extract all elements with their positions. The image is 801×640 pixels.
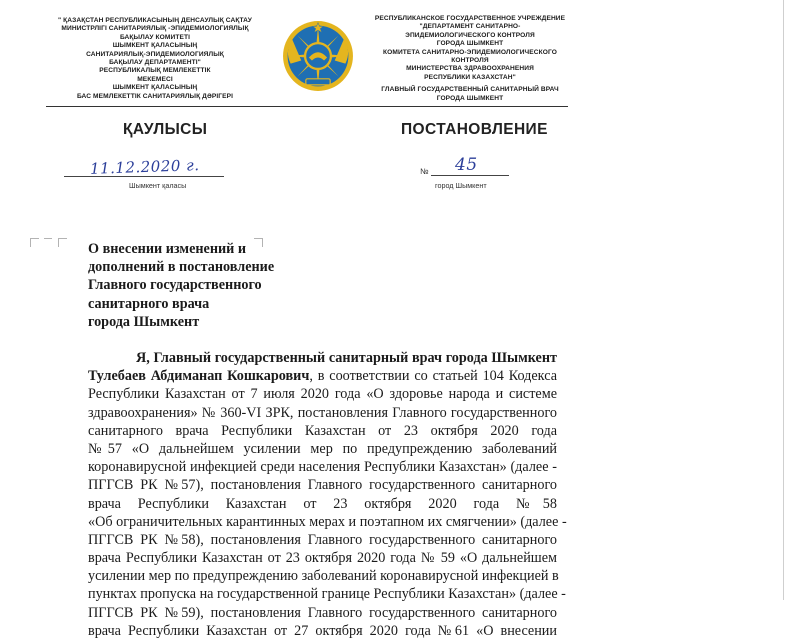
state-emblem-icon bbox=[280, 18, 356, 94]
body-line: ПГГСВ РК №57), постановления Главного государственного санитарного bbox=[88, 477, 557, 494]
header-line: ШЫМКЕНТ ҚАЛАСЫНЫҢ bbox=[112, 42, 198, 50]
header-line: БАС МЕМЛЕКЕТТІК САНИТАРИЯЛЫҚ ДӘРІГЕРІ bbox=[76, 92, 234, 100]
header-line: БАҚЫЛАУ КОМИТЕТІ bbox=[119, 33, 191, 41]
page-margin-strip bbox=[783, 0, 801, 600]
header-line: БАҚЫЛАУ ДЕПАРТАМЕНТІ" bbox=[109, 59, 201, 67]
subject-line: дополнений в постановление bbox=[88, 259, 275, 276]
header-line: МЕКЕМЕСІ bbox=[137, 75, 173, 83]
corner-mark bbox=[44, 238, 52, 247]
document-title-russian: ПОСТАНОВЛЕНИЕ bbox=[401, 121, 548, 138]
body-line: коронавирусной инфекцией среди населения Республики Казахстан» (далее - bbox=[88, 459, 557, 476]
header-line: КОНТРОЛЯ bbox=[451, 57, 489, 65]
handwritten-date: 11.12.2020 г. bbox=[89, 156, 200, 178]
number-underline bbox=[431, 175, 509, 176]
header-line: МИНИСТЕРСТВА ЗДРАВООХРАНЕНИЯ bbox=[406, 65, 534, 73]
subject-line: санитарного врача bbox=[88, 295, 210, 312]
subject-line: О внесении изменений и bbox=[88, 241, 247, 257]
header-line: КОМИТЕТА САНИТАРНО-ЭПИДЕМИОЛОГИЧЕСКОГО bbox=[383, 48, 557, 56]
body-line: Я, Главный государственный санитарный врач города Шымкент bbox=[136, 350, 557, 366]
header-line: ШЫМКЕНТ ҚАЛАСЫНЫҢ bbox=[112, 84, 198, 92]
document-body bbox=[88, 349, 567, 640]
body-line-tail: , в соответствии со статьей 104 Кодекса bbox=[309, 368, 557, 385]
header-divider bbox=[46, 106, 568, 107]
handwritten-number: 45 bbox=[455, 155, 478, 175]
header-line: ЭПИДЕМИОЛОГИЧЕСКОГО КОНТРОЛЯ bbox=[405, 31, 535, 39]
subject-line: города Шымкент bbox=[88, 313, 200, 330]
body-line: здравоохранения» № 360-VI ЗРК, постановления Главного государственного bbox=[88, 404, 557, 421]
header-line: РЕСПУБЛИКАНСКОЕ ГОСУДАРСТВЕННОЕ УЧРЕЖДЕНИЕ bbox=[374, 15, 566, 22]
body-line: №57 «О дальнейшем усилении мер по предупреждению заболеваний bbox=[88, 440, 557, 457]
corner-mark bbox=[58, 238, 67, 247]
body-line: Республики Казахстан от 7 июля 2020 года «О здоровье народа и системе bbox=[88, 386, 557, 403]
header-line: ГОРОДА ШЫМКЕНТ bbox=[436, 40, 504, 48]
header-line: МИНИСТРЛІГІ САНИТАРИЯЛЫҚ -ЭПИДЕМИОЛОГИЯЛЫҚ bbox=[61, 25, 249, 33]
document-subject bbox=[88, 240, 288, 331]
header-line: ГОРОДА ШЫМКЕНТ bbox=[436, 94, 504, 102]
header-kazakh-block bbox=[55, 17, 255, 101]
body-line: врача Республики Казахстан от 23 октября 2020 года №58 bbox=[88, 495, 557, 512]
signatory-name: Тулебаев Абдиманап Кошкарович bbox=[88, 368, 310, 385]
date-underline bbox=[64, 176, 224, 177]
subject-line: Главного государственного bbox=[88, 277, 262, 294]
document-title-kazakh: ҚАУЛЫСЫ bbox=[123, 121, 208, 138]
header-line: ГЛАВНЫЙ ГОСУДАРСТВЕННЫЙ САНИТАРНЫЙ ВРАЧ bbox=[381, 86, 559, 94]
header-line: САНИТАРИЯЛЫҚ-ЭПИДЕМИОЛОГИЯЛЫҚ bbox=[86, 50, 224, 58]
header-line: РЕСПУБЛИКАЛЫҚ МЕМЛЕКЕТТІК bbox=[99, 67, 211, 75]
body-line: «Об ограничительных карантинных мерах и поэтапном их смягчении» (далее - bbox=[88, 513, 567, 530]
header-russian-block bbox=[360, 15, 580, 103]
body-line: врача Республики Казахстан от 27 октября 2020 года №61 «О внесении bbox=[88, 622, 557, 639]
header-line: РЕСПУБЛИКИ КАЗАХСТАН" bbox=[424, 73, 516, 81]
body-line: пунктах пропуска на государственной границе Республики Казахстан» (далее - bbox=[88, 586, 566, 603]
body-line bbox=[88, 367, 557, 385]
date-city-label: Шымкент қаласы bbox=[129, 181, 187, 190]
corner-mark bbox=[30, 238, 39, 247]
header-line: " ҚАЗАҚСТАН РЕСПУБЛИКАСЫНЫҢ ДЕНСАУЛЫҚ САҚТАУ bbox=[58, 17, 252, 24]
number-prefix: № bbox=[420, 167, 429, 176]
header-line: "ДЕПАРТАМЕНТ САНИТАРНО- bbox=[419, 23, 521, 31]
body-line: ПГГСВ РК №58), постановления Главного государственного санитарного bbox=[88, 531, 557, 548]
body-line: ПГГСВ РК №59), постановления Главного государственного санитарного bbox=[88, 604, 557, 621]
body-line: врача Республики Казахстан от 23 октября 2020 года № 59 «О дальнейшем bbox=[88, 550, 557, 567]
number-city-label: город Шымкент bbox=[435, 181, 487, 190]
body-line: усилении мер по предупреждению заболеваний коронавирусной инфекцией в bbox=[88, 568, 559, 585]
body-line: санитарного врача Республики Казахстан от 23 октября 2020 года bbox=[88, 422, 557, 439]
